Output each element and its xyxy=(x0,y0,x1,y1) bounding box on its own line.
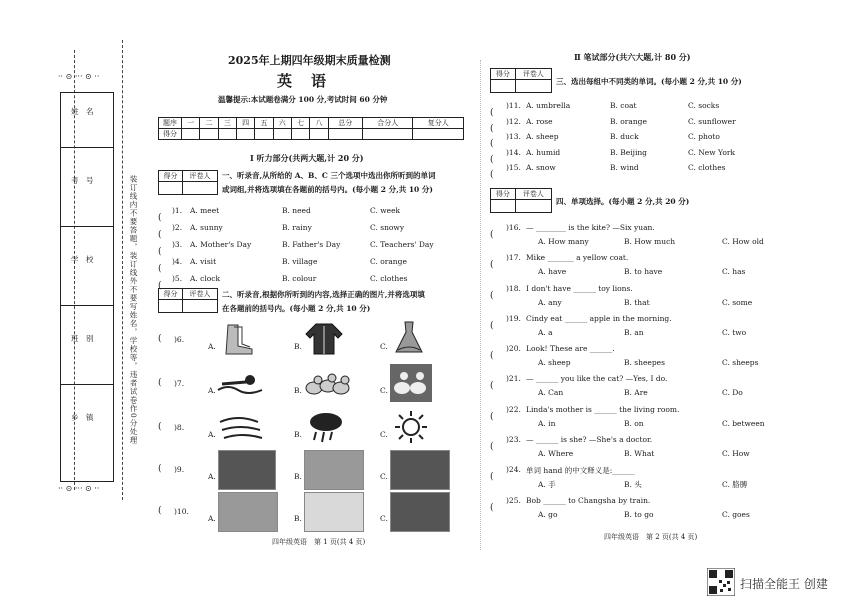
option-a: A. in xyxy=(538,418,556,428)
answer-bracket[interactable]: ( xyxy=(158,334,162,344)
part2-title: Ⅱ 笔试部分(共六大题,计 80 分) xyxy=(574,52,691,62)
score-entry-cell[interactable] xyxy=(491,200,516,213)
binding-circle-marks-bottom: ·· ⊙ ··· ⊙ ·· xyxy=(58,484,100,493)
library-picture xyxy=(218,450,276,490)
info-field-name xyxy=(61,93,113,148)
option-a: A. go xyxy=(538,509,558,519)
question-number: )4. xyxy=(172,257,183,266)
factory-picture xyxy=(390,492,450,532)
option-c: C. 胳膊 xyxy=(722,480,748,490)
score-box-label: 评卷人 xyxy=(515,189,551,200)
option-c: C. New York xyxy=(688,147,735,157)
option-a: A. Can xyxy=(538,388,564,398)
score-table-cell: 二 xyxy=(200,118,218,129)
question-number: )22. xyxy=(506,404,521,414)
section2-score-box xyxy=(158,288,218,313)
score-table-cell: 复分人 xyxy=(413,118,464,129)
option-b: B. sheepes xyxy=(624,358,665,368)
option-c: C. Teachers' Day xyxy=(370,240,434,249)
score-box-label: 得分 xyxy=(491,189,516,200)
option-a-label: A. xyxy=(208,514,216,523)
question-number: )6. xyxy=(174,335,185,344)
page-divider xyxy=(480,60,481,550)
score-table-cell: 七 xyxy=(291,118,309,129)
city-picture xyxy=(218,492,278,532)
answer-bracket[interactable]: ( xyxy=(490,170,494,180)
question-row xyxy=(158,256,478,273)
question-number: )14. xyxy=(506,147,521,157)
question-row xyxy=(490,100,820,116)
question-row xyxy=(490,162,820,178)
answer-bracket[interactable]: ( xyxy=(158,247,162,257)
score-table-cell: 总分 xyxy=(328,118,362,129)
boots-picture xyxy=(220,322,256,356)
option-a: A. umbrella xyxy=(526,101,571,110)
binding-dashed-line-right xyxy=(122,40,123,500)
option-a: A. humid xyxy=(526,147,561,157)
section4-instruction: 四、单项选择。(每小题 2 分,共 20 分) xyxy=(556,197,690,206)
option-b: B. duck xyxy=(610,132,639,141)
mc-question xyxy=(490,404,820,434)
score-entry-cell[interactable] xyxy=(328,129,362,140)
score-table-cell: 六 xyxy=(273,118,291,129)
option-c-label: C. xyxy=(380,514,388,523)
answer-bracket[interactable]: ( xyxy=(490,260,494,271)
page1-footer: 四年级英语 第 1 页(共 4 页) xyxy=(272,538,366,546)
option-a: A. snow xyxy=(526,163,556,172)
score-table-cell: 八 xyxy=(310,118,328,129)
option-c: C. some xyxy=(722,297,753,307)
info-field-label: 考 号 xyxy=(71,176,94,185)
score-summary-table xyxy=(158,117,464,140)
option-b-label: B. xyxy=(294,386,302,395)
answer-bracket[interactable]: ( xyxy=(490,411,494,422)
page2-footer: 四年级英语 第 2 页(共 4 页) xyxy=(604,533,698,541)
score-entry-cell[interactable] xyxy=(273,129,291,140)
answer-bracket[interactable]: ( xyxy=(490,472,494,483)
answer-bracket[interactable]: ( xyxy=(490,108,494,118)
option-c: C. has xyxy=(722,267,746,277)
question-number: )23. xyxy=(506,435,521,445)
score-table-cell: 一 xyxy=(182,118,200,129)
part1-title: Ⅰ 听力部分(共两大题,计 20 分) xyxy=(250,153,364,163)
option-c: C. two xyxy=(722,327,747,337)
score-entry-cell[interactable] xyxy=(413,129,464,140)
answer-bracket[interactable]: ( xyxy=(490,154,494,165)
answer-bracket[interactable]: ( xyxy=(490,123,494,134)
option-c: C. sheeps xyxy=(722,358,759,368)
score-entry-cell[interactable] xyxy=(310,129,328,140)
question-number: )13. xyxy=(506,132,521,141)
score-entry-cell[interactable] xyxy=(182,300,217,313)
rain-cloud-picture xyxy=(308,410,344,444)
windy-picture xyxy=(218,412,264,442)
option-b: B. need xyxy=(282,206,311,215)
option-a: A. 手 xyxy=(538,480,556,490)
score-box-label: 得分 xyxy=(491,69,516,80)
exam-title: 2025年上期四年级期末质量检测 xyxy=(228,54,391,67)
dress-picture xyxy=(392,320,426,356)
section2-instruction: 二、听录音,根据你所听到的内容,选择正确的图片,并将选项填 xyxy=(222,290,425,299)
score-table-score-row xyxy=(159,129,464,140)
mc-question xyxy=(490,252,820,282)
option-c-label: C. xyxy=(380,430,388,439)
option-c: C. goes xyxy=(722,509,750,519)
building-picture xyxy=(390,450,450,490)
option-b: B. coat xyxy=(610,101,637,110)
question-stem: Cindy eat ______ apple in the morning. xyxy=(526,313,672,323)
question-stem: Linda's mother is ______ the living room. xyxy=(526,404,680,414)
scanner-watermark-text: 扫描全能王 创建 xyxy=(740,577,828,591)
option-a: A. any xyxy=(538,297,562,307)
question-row xyxy=(490,131,820,147)
option-c-label: C. xyxy=(380,342,388,351)
question-number: )24. xyxy=(506,465,521,475)
mc-question xyxy=(490,373,820,403)
section4-question-list xyxy=(490,222,820,525)
info-field-class xyxy=(61,306,113,385)
info-field-label: 姓 名 xyxy=(71,107,94,116)
street-picture xyxy=(304,450,364,490)
option-c: C. sunflower xyxy=(688,116,736,126)
score-box-label: 得分 xyxy=(159,171,183,182)
option-b: B. wind xyxy=(610,163,639,172)
question-number: )5. xyxy=(172,274,183,283)
score-table-cell: 三 xyxy=(218,118,236,129)
score-box-label: 评卷人 xyxy=(182,171,217,182)
question-row xyxy=(158,239,478,256)
section3-instruction: 三、选出每组中不同类的单词。(每小题 2 分,共 10 分) xyxy=(556,77,742,86)
question-row xyxy=(490,116,820,132)
score-table-cell: 题序 xyxy=(159,118,182,129)
option-a: A. sunny xyxy=(190,223,223,232)
answer-bracket[interactable]: ( xyxy=(158,230,162,240)
score-table-header-row xyxy=(159,118,464,129)
question-number: )3. xyxy=(172,240,183,249)
score-entry-cell[interactable] xyxy=(236,129,254,140)
question-number: )1. xyxy=(172,206,183,215)
answer-bracket[interactable]: ( xyxy=(490,290,494,301)
score-entry-cell[interactable] xyxy=(515,80,551,93)
option-b-label: B. xyxy=(294,514,302,523)
option-b: B. How much xyxy=(624,237,676,246)
option-a: A. have xyxy=(538,267,567,277)
option-a: A. meet xyxy=(190,206,220,215)
answer-bracket[interactable]: ( xyxy=(490,381,494,392)
option-c: C. between xyxy=(722,418,765,428)
option-c: C. socks xyxy=(688,101,720,110)
option-b: B. Are xyxy=(624,388,648,398)
subject-title: 英 语 xyxy=(277,72,329,90)
option-a-label: A. xyxy=(208,430,216,439)
option-b: B. 头 xyxy=(624,480,642,490)
score-table-cell: 合分人 xyxy=(363,118,413,129)
score-box-label: 评卷人 xyxy=(515,69,551,80)
ducks-picture xyxy=(304,368,350,398)
binding-cut-line-text: 装订线内不要答题，装订线外不要写姓名，学校等，违者试卷作0分处理 xyxy=(129,175,138,445)
score-entry-cell[interactable] xyxy=(159,182,183,195)
score-entry-cell[interactable] xyxy=(218,129,236,140)
answer-bracket[interactable]: ( xyxy=(158,264,162,274)
answer-bracket[interactable]: ( xyxy=(490,139,494,149)
mc-question xyxy=(490,464,820,494)
question-number: )16. xyxy=(506,223,521,232)
score-table-cell: 得分 xyxy=(159,129,182,140)
option-b-label: B. xyxy=(294,342,302,351)
option-b-label: B. xyxy=(294,430,302,439)
score-entry-cell[interactable] xyxy=(291,129,309,140)
question-row xyxy=(158,222,478,239)
option-a: A. How many xyxy=(538,237,589,246)
option-a: A. sheep xyxy=(526,132,559,141)
option-c-label: C. xyxy=(380,472,388,481)
picture-question-row xyxy=(158,450,478,490)
picture-question-row xyxy=(158,364,478,404)
section2-instruction: 在各题前的括号内。(每小题 2 分,共 10 分) xyxy=(222,304,371,313)
mc-question xyxy=(490,222,820,252)
question-stem: — ________ is the kite? —Six yuan. xyxy=(526,223,655,232)
option-a: A. a xyxy=(538,327,553,337)
score-entry-cell[interactable] xyxy=(182,129,200,140)
question-number: )11. xyxy=(506,101,521,110)
info-field-label: 学 校 xyxy=(71,255,94,264)
option-b: B. to go xyxy=(624,509,654,519)
question-stem: — ______ is she? —She's a doctor. xyxy=(526,435,653,445)
question-row xyxy=(158,205,478,222)
question-stem: Look! These are ______. xyxy=(526,344,615,354)
picture-question-row xyxy=(158,320,478,360)
option-b: B. village xyxy=(282,257,318,266)
qr-code-icon xyxy=(707,568,735,596)
option-c: C. How old xyxy=(722,237,764,246)
section1-question-list xyxy=(158,205,478,290)
option-a: A. Mother's Day xyxy=(190,240,252,249)
score-entry-cell[interactable] xyxy=(182,182,217,195)
option-b: B. to have xyxy=(624,267,663,277)
score-entry-cell[interactable] xyxy=(491,80,516,93)
info-field-town xyxy=(61,385,113,483)
question-number: )20. xyxy=(506,344,521,354)
question-number: )9. xyxy=(174,465,185,474)
option-c: C. clothes xyxy=(688,163,726,172)
picture-question-row xyxy=(158,408,478,448)
option-b: B. What xyxy=(624,449,655,459)
section2-question-list xyxy=(158,318,478,533)
question-stem: Mike _______ a yellow coat. xyxy=(526,253,629,263)
option-b: B. that xyxy=(624,297,650,307)
option-c: C. photo xyxy=(688,132,720,141)
option-a: A. sheep xyxy=(538,358,571,368)
score-table-cell: 五 xyxy=(255,118,273,129)
score-entry-cell[interactable] xyxy=(200,129,218,140)
mc-question xyxy=(490,313,820,343)
section4-score-box xyxy=(490,188,552,213)
option-b: B. an xyxy=(624,327,644,337)
option-a-label: A. xyxy=(208,342,216,351)
option-b: B. on xyxy=(624,418,644,428)
info-field-label: 乡 镇 xyxy=(71,413,94,422)
info-field-school xyxy=(61,227,113,306)
question-stem: — ______ you like the cat? —Yes, I do. xyxy=(526,374,668,384)
score-box-label: 得分 xyxy=(159,289,183,300)
score-entry-cell[interactable] xyxy=(515,200,551,213)
question-number: )8. xyxy=(174,423,185,432)
mc-question xyxy=(490,343,820,373)
score-table-cell: 四 xyxy=(236,118,254,129)
score-box-label: 评卷人 xyxy=(182,289,217,300)
answer-bracket[interactable]: ( xyxy=(490,230,494,240)
score-entry-cell[interactable] xyxy=(363,129,413,140)
question-stem: Bob ______ to Changsha by train. xyxy=(526,495,651,505)
option-c: C. Do xyxy=(722,388,743,398)
question-number: )18. xyxy=(506,283,521,293)
option-b: B. orange xyxy=(610,116,647,126)
question-number: )10. xyxy=(174,507,189,516)
option-a: A. Where xyxy=(538,449,574,459)
section1-instruction: 或词组,并将选项填在各题前的括号内。(每小题 2 分,共 10 分) xyxy=(222,185,433,194)
option-c: C. snowy xyxy=(370,223,405,232)
binding-circle-marks-top: ·· ⊙ ··· ⊙ ·· xyxy=(58,72,100,81)
option-b: B. Beijing xyxy=(610,147,647,157)
section3-score-box xyxy=(490,68,552,93)
question-row xyxy=(490,147,820,163)
picture-question-row xyxy=(158,492,478,532)
option-c: C. orange xyxy=(370,257,407,266)
question-stem: 单词 hand 的中文释义是:______ xyxy=(526,466,635,476)
exam-notice: 温馨提示:本试题卷满分 100 分,考试时间 60 分钟 xyxy=(218,95,388,104)
village-picture xyxy=(304,492,364,532)
option-a-label: A. xyxy=(208,386,216,395)
section1-instruction: 一、听录音,从所给的 A、B、C 三个选项中选出你所听到的单词 xyxy=(222,171,436,180)
answer-bracket[interactable]: ( xyxy=(490,442,494,453)
coat-picture xyxy=(304,322,344,356)
info-field-label: 班 别 xyxy=(71,334,94,343)
answer-bracket[interactable]: ( xyxy=(158,422,162,432)
option-c: C. How xyxy=(722,449,750,459)
question-number: )7. xyxy=(174,379,185,388)
option-c: C. week xyxy=(370,206,401,215)
student-info-box xyxy=(60,92,114,482)
question-number: )15. xyxy=(506,163,521,172)
info-field-exam-number xyxy=(61,148,113,227)
answer-bracket[interactable]: ( xyxy=(490,502,494,513)
option-b: B. colour xyxy=(282,274,317,283)
mc-question xyxy=(490,495,820,525)
answer-bracket[interactable]: ( xyxy=(158,506,162,516)
section3-question-list xyxy=(490,100,820,178)
question-number: )2. xyxy=(172,223,183,232)
mc-question xyxy=(490,434,820,464)
question-stem: I don't have ______ toy lions. xyxy=(526,283,633,293)
score-entry-cell[interactable] xyxy=(255,129,273,140)
answer-bracket[interactable]: ( xyxy=(158,281,162,291)
section1-score-box xyxy=(158,170,218,195)
question-number: )25. xyxy=(506,495,521,505)
question-number: )17. xyxy=(506,253,521,263)
question-number: )19. xyxy=(506,313,521,323)
option-a: A. visit xyxy=(190,257,217,266)
sun-picture xyxy=(394,410,428,444)
geese-picture xyxy=(390,364,432,402)
option-a-label: A. xyxy=(208,472,216,481)
answer-bracket[interactable]: ( xyxy=(158,464,162,474)
answer-bracket[interactable]: ( xyxy=(490,351,494,362)
option-c-label: C. xyxy=(380,386,388,395)
question-number: )21. xyxy=(506,374,521,384)
answer-bracket[interactable]: ( xyxy=(490,320,494,331)
option-a: A. rose xyxy=(526,116,553,126)
answer-bracket[interactable]: ( xyxy=(158,378,162,388)
swimmer-picture xyxy=(216,368,266,398)
answer-bracket[interactable]: ( xyxy=(158,213,162,223)
option-c: C. clothes xyxy=(370,274,408,283)
option-b: B. Father's Day xyxy=(282,240,341,249)
option-a: A. clock xyxy=(190,274,221,283)
question-number: )12. xyxy=(506,116,521,126)
mc-question xyxy=(490,283,820,313)
score-entry-cell[interactable] xyxy=(159,300,183,313)
option-b: B. rainy xyxy=(282,223,312,232)
option-b-label: B. xyxy=(294,472,302,481)
